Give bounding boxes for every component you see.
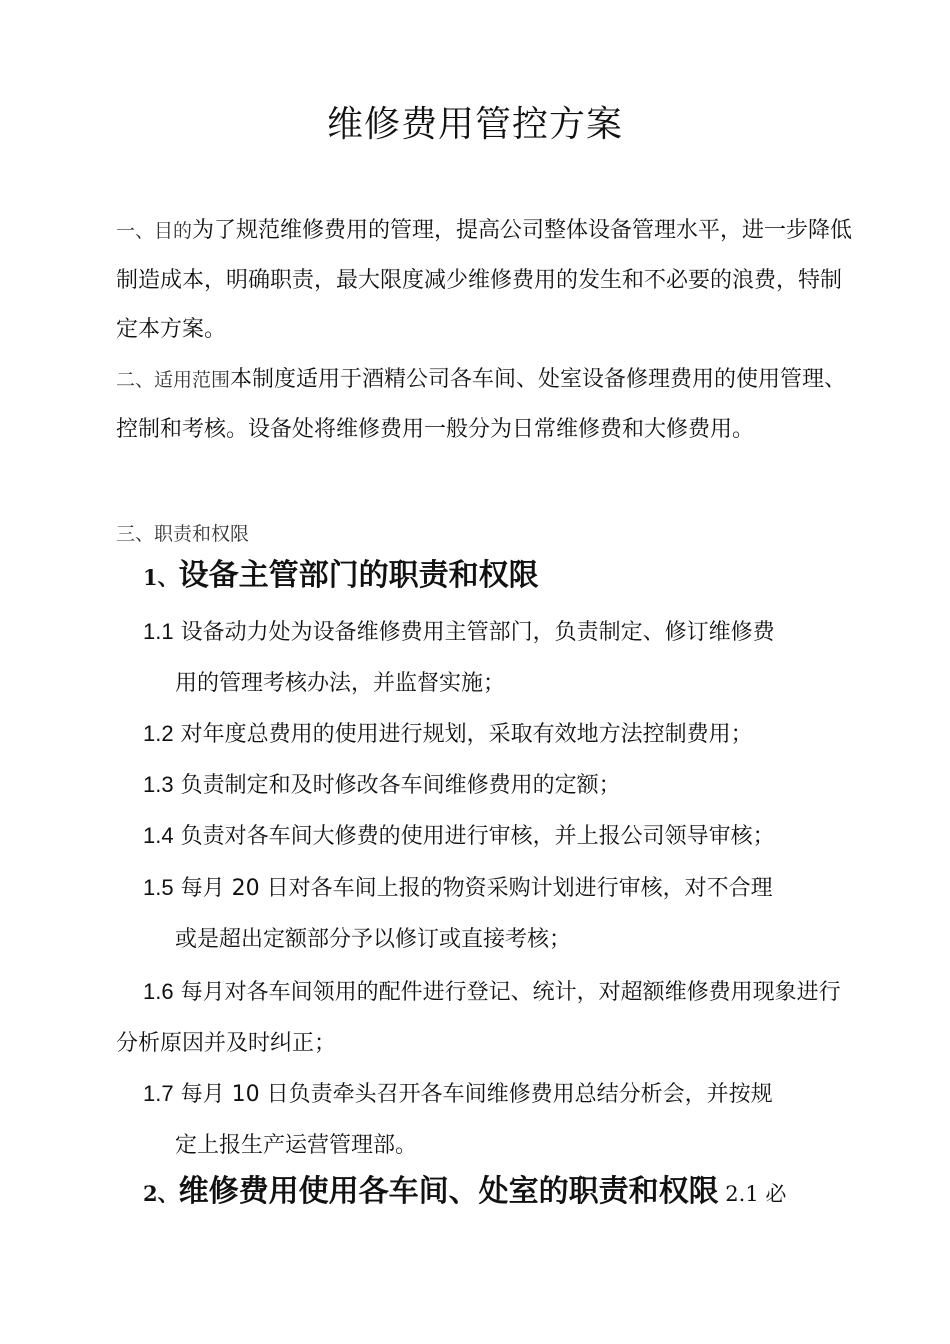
item-number: 1.7 bbox=[143, 1081, 174, 1106]
item-text-line1: 设备动力处为设备维修费用主管部门，负责制定、修订维修费 bbox=[173, 620, 775, 645]
list-item bbox=[143, 862, 858, 965]
list-item bbox=[143, 708, 858, 760]
heading-2-text: 维修费用使用各车间、处室的职责和权限 bbox=[178, 1174, 719, 1209]
item-number: 1.2 bbox=[143, 721, 174, 746]
section-duties bbox=[116, 512, 856, 556]
item-number: 1.1 bbox=[143, 619, 174, 644]
heading-2-tail: 2.1 必 bbox=[718, 1182, 787, 1206]
section-scope bbox=[116, 355, 856, 454]
item-text-line1: 对年度总费用的使用进行规划，采取有效地方法控制费用； bbox=[173, 722, 753, 747]
heading-1-number: 1、 bbox=[143, 565, 179, 590]
item-text-line1: 负责对各车间大修费的使用进行审核，并上报公司领导审核； bbox=[173, 824, 775, 849]
heading-1 bbox=[143, 556, 539, 598]
document-title: 维修费用管控方案 bbox=[326, 104, 623, 145]
item-text-line1: 负责制定和及时修改各车间维修费用的定额； bbox=[173, 773, 621, 798]
section-purpose-text: 为了规范维修费用的管理，提高公司整体设备管理水平，进一步降低制造成本，明确职责，最大限度减少维修费用的发生和不必要的浪费，特制定本方案。 bbox=[116, 218, 853, 342]
list-item bbox=[143, 1068, 858, 1171]
list-item bbox=[116, 966, 856, 1069]
item-text-line2: 用的管理考核办法，并监督实施； bbox=[175, 671, 506, 696]
section-scope-label: 二、适用范围 bbox=[116, 369, 231, 391]
item-number: 1.6 bbox=[143, 979, 174, 1004]
list-item bbox=[143, 606, 858, 709]
item-number: 1.5 bbox=[143, 875, 174, 900]
section-purpose bbox=[116, 206, 856, 354]
section-duties-label: 三、职责和权限 bbox=[116, 523, 250, 545]
item-text-line1: 每月 10 日负责牵头召开各车间维修费用总结分析会，并按规 bbox=[173, 1082, 773, 1107]
heading-2 bbox=[143, 1172, 786, 1214]
item-number: 1.4 bbox=[143, 823, 174, 848]
heading-1-text: 设备主管部门的职责和权限 bbox=[178, 558, 539, 593]
list-item bbox=[143, 759, 858, 811]
item-text-line2: 或是超出定额部分予以修订或直接考核； bbox=[175, 927, 572, 952]
section-purpose-label: 一、目的 bbox=[116, 220, 193, 242]
section-scope-text: 本制度适用于酒精公司各车间、处室设备修理费用的使用管理、控制和考核。设备处将维修费用一般分为日常维修费和大修费用。 bbox=[116, 367, 847, 442]
item-number: 1.3 bbox=[143, 772, 174, 797]
item-text-line2: 定上报生产运营管理部。 bbox=[175, 1133, 418, 1158]
list-item bbox=[143, 810, 858, 862]
item-text: 每月对各车间领用的配件进行登记、统计，对超额维修费用现象进行分析原因并及时纠正； bbox=[116, 980, 841, 1056]
heading-2-number: 2、 bbox=[143, 1181, 179, 1206]
item-text-line1: 每月 20 日对各车间上报的物资采购计划进行审核，对不合理 bbox=[173, 876, 773, 901]
